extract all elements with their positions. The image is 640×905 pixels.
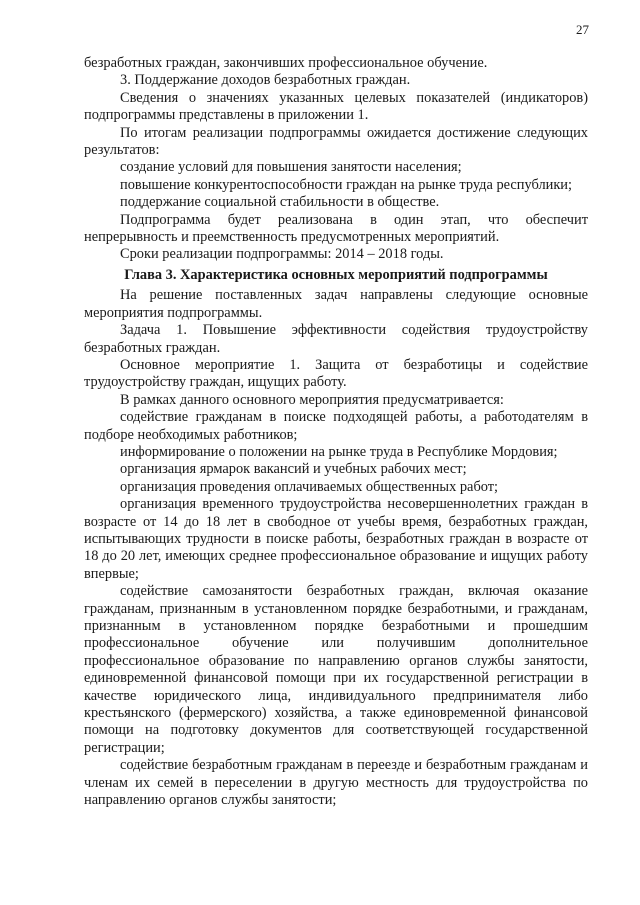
list-item: организация проведения оплачиваемых общественных работ;	[120, 478, 499, 495]
paragraph: 3. Поддержание доходов безработных граждан.	[120, 72, 411, 89]
list-item: информирование о положении на рынке труда в Республике Мордовия;	[120, 443, 558, 460]
page-number: 27	[576, 22, 589, 37]
list-item: поддержание социальной стабильности в обществе.	[120, 194, 440, 211]
list-item: организация ярмарок вакансий и учебных рабочих мест;	[120, 461, 467, 478]
paragraph: Основное мероприятие 1. Защита от безработицы и содействие трудоустройству граждан, ищущих работу.	[84, 356, 588, 391]
paragraph: безработных граждан, закончивших профессиональное обучение.	[84, 55, 488, 71]
paragraph: В рамках данного основного мероприятия предусматривается:	[120, 391, 504, 408]
paragraph: Сведения о значениях указанных целевых показателей (индикаторов) подпрограммы представлены в приложении 1.	[84, 89, 588, 124]
list-item: повышение конкурентоспособности граждан на рынке труда республики;	[120, 176, 573, 193]
list-item: содействие гражданам в поиске подходящей работы, а работодателям в подборе необходимых работников;	[84, 409, 588, 443]
list-item: создание условий для повышения занятости населения;	[120, 159, 462, 176]
paragraph: Задача 1. Повышение эффективности содействия трудоустройству безработных граждан.	[84, 322, 588, 356]
list-item: содействие безработным гражданам в переезде и безработным гражданам и членам их семей в переселении в другую местность для трудоустройства по направлению органов службы занятости;	[84, 757, 588, 809]
list-item: организация временного трудоустройства несовершеннолетних граждан в возрасте от 14 до 18 лет в свободное от учебы время, безработных граждан, испытывающих трудности в поиске работы, безработных граждан в возрасте от 18 до 20 лет, имеющих среднее профессиональное образование и ищущих работу впервые;	[84, 496, 588, 582]
paragraph: По итогам реализации подпрограммы ожидается достижение следующих результатов:	[84, 124, 588, 159]
paragraph: Сроки реализации подпрограммы: 2014 – 2018 годы.	[120, 246, 444, 263]
chapter-heading: Глава 3. Характеристика основных мероприятий подпрограммы	[124, 266, 548, 283]
document-body	[84, 55, 588, 809]
list-item: содействие самозанятости безработных граждан, включая оказание гражданам, признанным в установленном порядке безработными, и гражданам, признанным в установленном порядке безработными и прошедшим профессиональное обучение или получившим дополнительное профессиональное образование по направлению органов службы занятости, единовременной финансовой помощи при их государственной регистрации в качестве юридического лица, индивидуального предпринимателя либо крестьянского (фермерского) хозяйства, а также единовременной финансовой помощи на подготовку документов для соответствующей государственной регистрации;	[84, 583, 588, 756]
paragraph: На решение поставленных задач направлены следующие основные мероприятия подпрограммы.	[84, 287, 588, 321]
paragraph: Подпрограмма будет реализована в один этап, что обеспечит непрерывность и преемственность предусмотренных мероприятий.	[84, 211, 588, 246]
